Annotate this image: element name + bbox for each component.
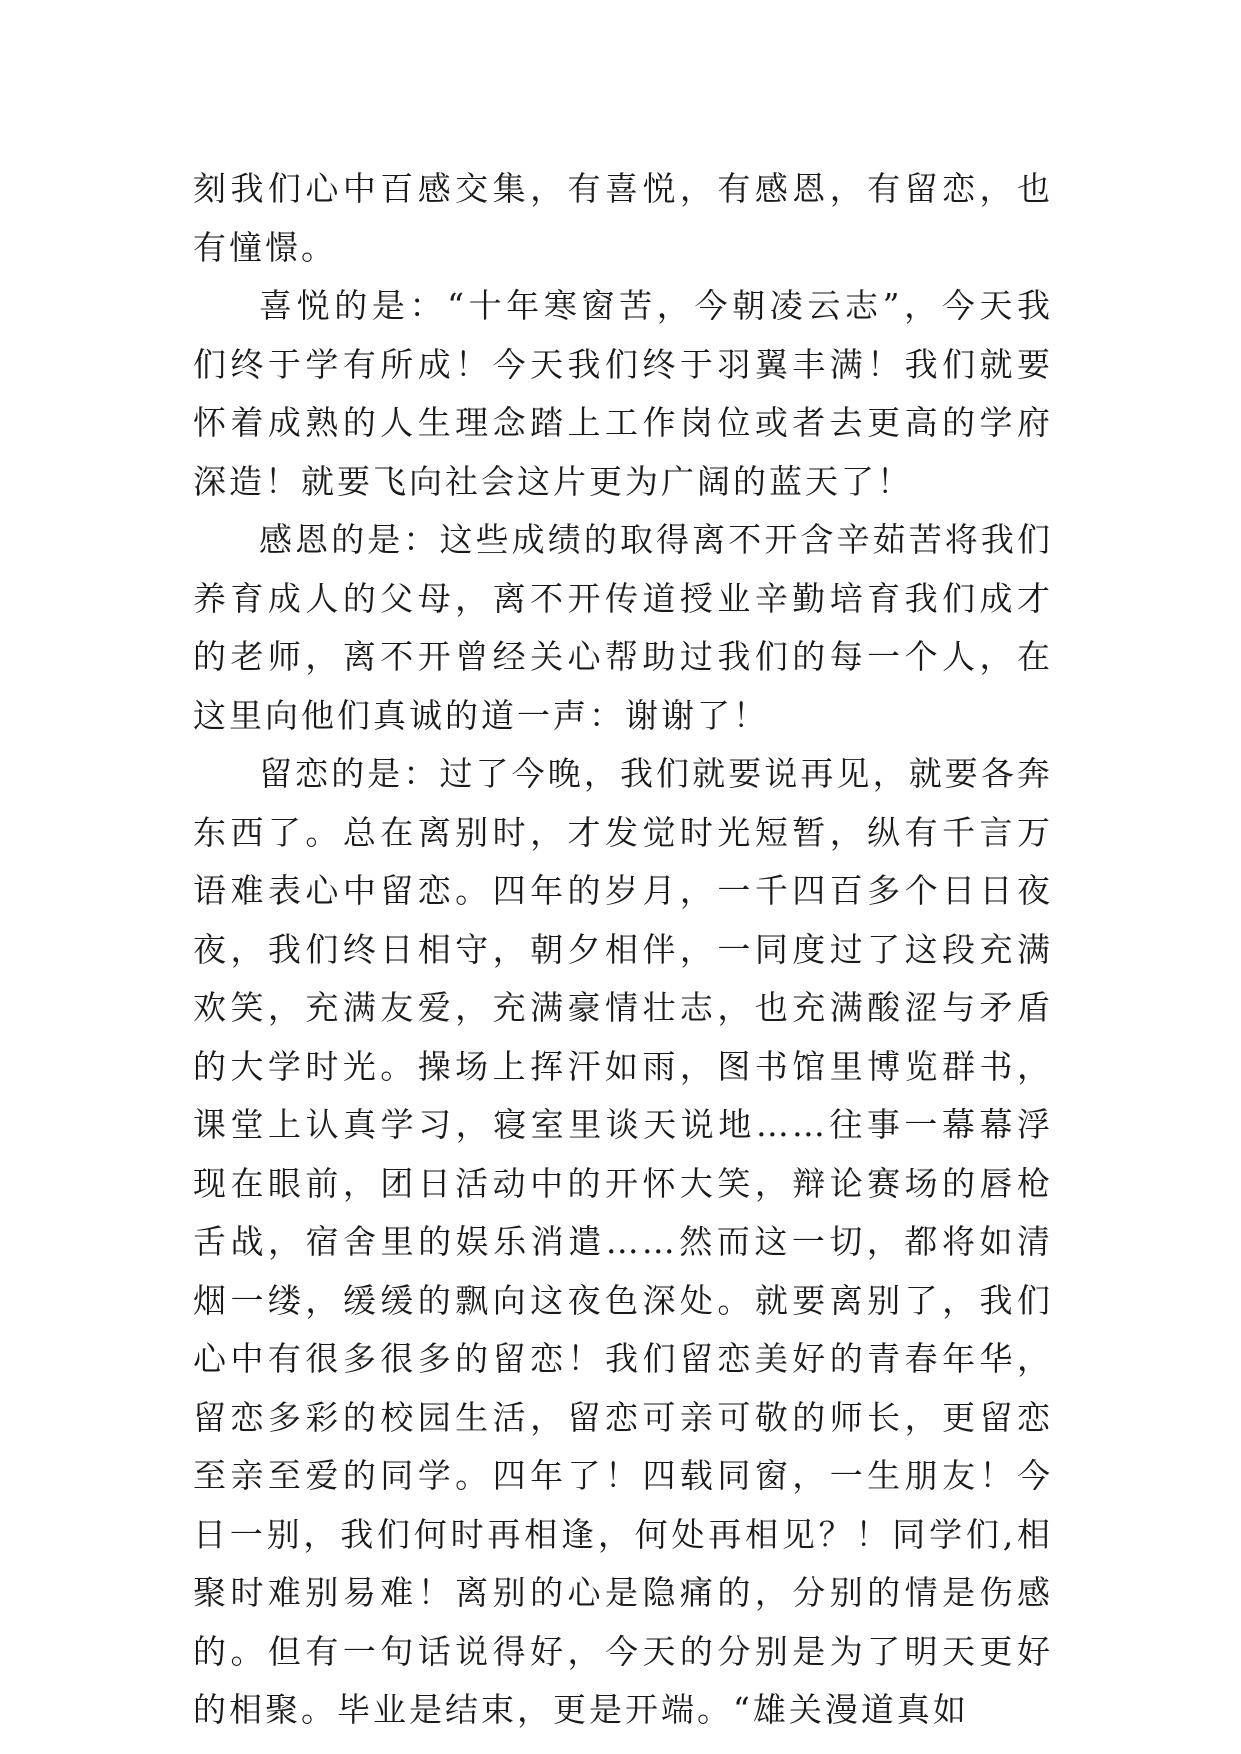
paragraph-continuation: 刻我们心中百感交集，有喜悦，有感恩，有留恋，也有憧憬。 — [193, 169, 1053, 267]
body-text — [193, 160, 1053, 1740]
paragraph-joy: 喜悦的是：“十年寒窗苦，今朝凌云志”，今天我们终于学有所成！今天我们终于羽翼丰满！我们就要怀着成熟的人生理念踏上工作岗位或者去更高的学府深造！就要飞向社会这片更为广阔的蓝天了！ — [193, 286, 1053, 501]
paragraph-nostalgia: 留恋的是：过了今晚，我们就要说再见，就要各奔东西了。总在离别时，才发觉时光短暂，纵有千言万语难表心中留恋。四年的岁月，一千四百多个日日夜夜，我们终日相守，朝夕相伴，一同度过了这段充满欢笑，充满友爱，充满豪情壮志，也充满酸涩与矛盾的大学时光。操场上挥汗如雨，图书馆里博览群书，课堂上认真学习，寝室里谈天说地……往事一幕幕浮现在眼前，团日活动中的开怀大笑，辩论赛场的唇枪舌战，宿舍里的娱乐消遣……然而这一切，都将如清烟一缕，缓缓的飘向这夜色深处。就要离别了，我们心中有很多很多的留恋！我们留恋美好的青春年华，留恋多彩的校园生活，留恋可亲可敬的师长，更留恋至亲至爱的同学。四年了！四载同窗，一生朋友！今日一别，我们何时再相逢，何处再相见？！同学们,相聚时难别易难！离别的心是隐痛的，分别的情是伤感的。但有一句话说得好，今天的分别是为了明天更好的相聚。毕业是结束，更是开端。“雄关漫道真如 — [193, 754, 1053, 1729]
paragraph-gratitude: 感恩的是：这些成绩的取得离不开含辛茹苦将我们养育成人的父母，离不开传道授业辛勤培育我们成才的老师，离不开曾经关心帮助过我们的每一个人，在这里向他们真诚的道一声：谢谢了！ — [193, 520, 1053, 735]
